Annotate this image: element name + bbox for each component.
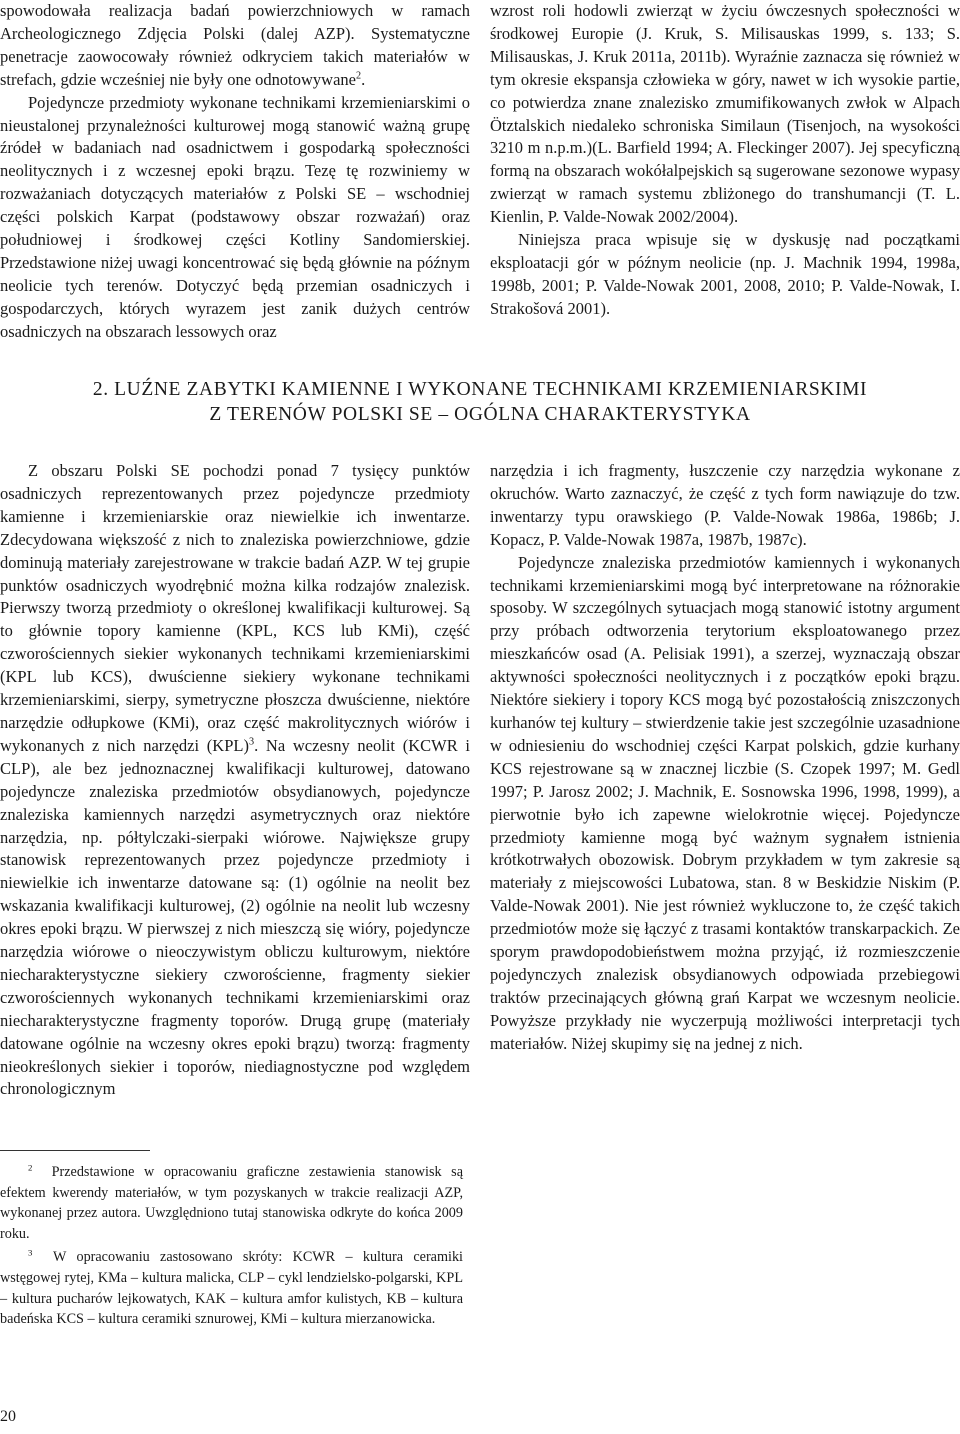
paragraph-top-left-1: spowodowała realizacja badań powierzchniowych w ramach Archeologicznego Zdjęcia Polski (dalej AZP). Systematyczne penetracje zaowocowały również odkryciem takich materiałów w strefach, gdzie wcześniej nie były one odnotowywane$^2$. — [0, 1, 470, 89]
column-top-left — [0, 0, 470, 344]
paragraph-lower-right-2: Pojedyncze znaleziska przedmiotów kamiennych i wykonanych technikami krzemieniarskimi mogą być interpretowane na różnorakie sposoby. W szczególnych sytuacjach mogą stanowić istotny argument przy próbach odtworzenia terytorium eksploatowanego przez mieszkańców osad (A. Pelisiak 1991), a szerzej, wyznaczają obszar aktywności społeczności neolitycznych i z początków epoki brązu. Niektóre siekiery i topory KCS mogą być pozostałością zniszczonych kurhanów tej kultury – stwierdzenie takie jest szczególnie uzasadnione w odniesieniu do wschodniej części Karpat polskich, gdzie kurhany KCS rejestrowane są w znacznej liczbie (S. Czopek 1997; M. Gedl 1997; P. Jarosz 2002; J. Machnik, E. Sosnowska 1996, 1998, 1999), a pierwotnie było ich zapewne wielokrotnie więcej. Pojedyncze przedmioty kamienne mogą być ważnym sygnałem istnienia krótkotrwałych obozowisk. Dobrym przykładem w tym zakresie są materiały z miejscowości Lubatowa, stan. 8 w Beskidzie Niskim (P. Valde-Nowak 2001). Nie jest również wykluczone to, że część takich przedmiotów może się łączyć z trasami kontaktów transkarpackich. Ze sporym prawdopodobieństwem można przyjąć, iż rozmieszczenie pojedynczych znalezisk obsydianowych odpowiada przebiegowi traktów przecinających główną grań Karpat we wczesnym neolicie. Powyższe przykłady nie wyczerpują możliwości interpretacji tych materiałów. Niżej skupimy się na jednej z nich. — [490, 552, 960, 1053]
column-lower-left — [0, 460, 470, 1101]
paragraph-top-right-1: wzrost roli hodowli zwierząt w życiu ówczesnych społeczności w środkowej Europie (J. Kruk, S. Milisauskas 1999, s. 133; S. Milisauskas, J. Kruk 2011a, 2011b). Wyraźnie zaznacza się również w tym okresie ekspansja człowieka w góry, nawet w ich wysokie partie, co potwierdza znane znalezisko zmumifikowanych zwłok w Alpach Ötztalskich niedaleko schroniska Similaun (Tisenjoch, na wysokości 3210 m n.p.m.)(L. Barfield 1994; A. Fleckinger 2007). Jej specyficzną formą na obszarach wokółalpejskich są sugerowane sezonowe wypasy zwierząt w ramach systemu zbliżonego do transhumancji (T. L. Kienlin, P. Valde-Nowak 2002/2004). — [490, 1, 960, 227]
footnote-2: $^2$ Przedstawione w opracowaniu graficzne zestawienia stanowisk są efektem kwerendy materiałów, w tym pozyskanych w trakcie realizacji AZP, wykonanej przez autora. Uwzględniono tutaj stanowiska odkryte do końca 2009 roku. — [0, 1162, 464, 1242]
footnote-3: $^3$ W opracowaniu zastosowano skróty: KCWR – kultura ceramiki wstęgowej rytej, KMa – kultura malicka, CLP – cykl lendzielsko-polgarski, KPL – kultura pucharów lejkowatych, KAK – kultura amfor kulistych, KB – kultura badeńska KCS – kultura ceramiki sznurowej, KMi – kultura mierzanowicka. — [0, 1247, 463, 1328]
column-top-right — [490, 0, 960, 321]
paragraph-top-left-2: Pojedyncze przedmioty wykonane technikami krzemieniarskimi o nieustalonej przynależności kulturowej mogą stanowić ważną grupę źródeł w badaniach nad osadnictwem i gospodarką społeczności neolitycznych i z wczesnej epoki brązu. Tezę tę rozwiniemy w rozważaniach dotyczących materiałów z Polski SE – wschodniej części polskich Karpat (podstawowy obszar rozważań) oraz południowej i środkowej części Kotliny Sandomierskiej. Przedstawione niżej uwagi koncentrować się będą głównie na późnym neolicie tych terenów. Dotyczyć będą przemian osadniczych i gospodarczych, których wyrazem jest zanik dużych centrów osadniczych na obszarach lessowych oraz — [0, 92, 470, 341]
page-number: 20 — [0, 1408, 16, 1425]
footnote-ref-3[interactable]: 3 — [248, 736, 255, 748]
section-heading-line-2: Z TERENÓW POLSKI SE – OGÓLNA CHARAKTERYSTYKA — [209, 404, 751, 425]
column-lower-right — [490, 460, 960, 1056]
paragraph-lower-left-1: Z obszaru Polski SE pochodzi ponad 7 tysięcy punktów osadniczych reprezentowanych przez pojedyncze przedmioty kamienne i krzemieniarskie oraz niewielkie ich inwentarze. Zdecydowana większość z nich to znaleziska powierzchniowe, gdzie dominują materiały zarejestrowane w trakcie badań AZP. W tej grupie punktów osadniczych wyodrębnić można kilka rodzajów znalezisk. Pierwszy tworzą przedmioty o określonej kwalifikacji kulturowej. Są to głównie topory kamienne (KPL, KCS lub KMi), część czworościennych siekier wykonanych technikami krzemieniarskimi (KPL lub KCS), dwuścienne siekiery wykonane technikami krzemieniarskimi, sierpy, symetryczne płoszcza dwuścienne, niektóre narzędzie odłupkowe (KMi), oraz część makrolitycznych wiórów i wykonanych z nich narzędzi (KPL)$^3$. Na wczesny neolit (KCWR i CLP), ale bez jednoznacznej kwalifikacji kulturowej, datowano pojedyncze znaleziska przedmiotów obsydianowych, pojedyncze znaleziska kamiennych narzędzi asymetrycznych oraz niektóre narzędzia, np. półtylczaki-sierpaki wiórowe. Największe grupy stanowisk reprezentowanych przez pojedyncze przedmioty i niewielkie ich inwentarze datowane są: (1) ogólnie na neolit bez wskazania kwalifikacji kulturowej, (2) ogólnie na neolit lub wczesny okres epoki brązu. W pierwszej z nich mieszczą się wióry, pojedyncze narzędzia wiórowe o nieoczywistym obliczu kulturowym, niektóre niecharakterystyczne siekiery czworościenne, fragmenty siekier czworościennych wykonanych technikami krzemieniarskimi oraz niecharakterystyczne fragmenty toporów. Drugą grupę (materiały datowane ogólnie na wczesny okres epoki brązu) tworzą: fragmenty nieokreślonych siekier i toporów, niediagnostyczne pod względem chronologicznym — [0, 461, 471, 1099]
footnote-ref-2[interactable]: 2 — [356, 70, 362, 82]
paragraph-top-right-2: Niniejsza praca wpisuje się w dyskusję nad początkami eksploatacji gór w późnym neolicie (np. J. Machnik 1994, 1998a, 1998b, 2001; P. Valde-Nowak 2001, 2008, 2010; P. Valde-Nowak, I. Strakošová 2001). — [490, 230, 960, 318]
section-heading — [0, 377, 960, 427]
footnote-divider — [0, 1150, 150, 1151]
footnotes — [0, 1162, 463, 1333]
paragraph-lower-right-1: narzędzia i ich fragmenty, łuszczenie czy narzędzia wykonane z okruchów. Warto zaznaczyć, że część z tych form nawiązuje do tzw. inwentarzy typu orawskiego (P. Valde-Nowak 1986a, 1986b; J. Kopacz, P. Valde-Nowak 1987a, 1987b, 1987c). — [490, 461, 960, 549]
section-heading-line-1: 2. LUŹNE ZABYTKI KAMIENNE I WYKONANE TECHNIKAMI KRZEMIENIARSKIMI — [92, 379, 868, 400]
